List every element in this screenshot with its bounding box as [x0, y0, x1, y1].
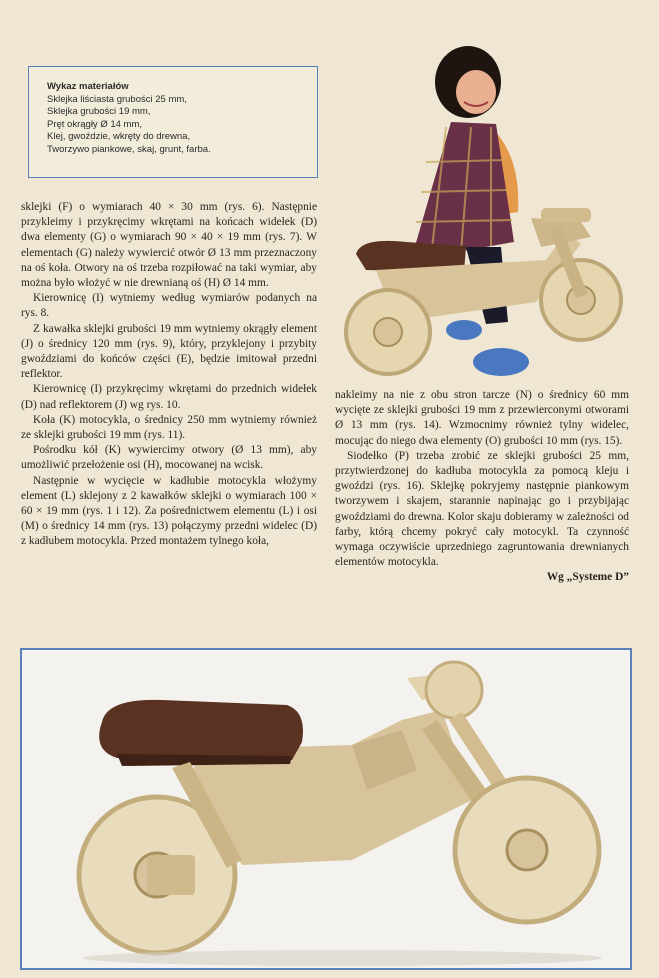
photo-child-on-motorcycle [336, 32, 632, 382]
paragraph: Następnie w wycięcie w kadłubie motocykla włożymy element (L) sklejony z 2 kawałków sklejki o wymiarach 100 × 60 × 19 mm (rys. 1 i 12). Za pośrednictwem elementu (L) i osi (M) o średnicy 14 mm (rys. 13) połączymy przedni widelec (D) z kadłubem motocykla. Przed montażem tylnego koła, [21, 474, 317, 548]
paragraph: Siodełko (P) trzeba zrobić ze sklejki grubości 25 mm, przytwierdzonej do kadłuba motocykla za pomocą kleju i gwoździ (rys. 16). Sklejkę pokryjemy następnie piankowym tworzywem i skajem, starannie napinając go i przybijając gwoździami do drewna. Kolor skaju dobieramy w zależności od farby, którą chcemy pokryć cały motocykl. Ta czynność wymaga oczywiście uprzedniego zagruntowania drewnianych elementów motocykla. [335, 449, 629, 569]
paragraph: nakleimy na nie z obu stron tarcze (N) o średnicy 60 mm wycięte ze sklejki grubości 19 mm z przewierconymi otworami Ø 13 mm (rys. 14). Wzmocnimy również tylny widelec, mocując do niego dwa elementy (O) grubości 10 mm (rys. 15). [335, 389, 629, 447]
materials-item: Sklejka grubości 19 mm, [47, 106, 151, 118]
paragraph: Koła (K) motocykla, o średnicy 250 mm wytniemy również ze sklejki grubości 19 mm (rys. 11). [21, 413, 317, 442]
signature: Wg „Systeme D” [546, 571, 629, 584]
materials-title: Wykaz materiałów [47, 81, 129, 92]
paragraph: Kierownicę (I) przykręcimy wkrętami do przednich widełek (D) nad reflektorem (J) wg rys. 10. [21, 383, 317, 411]
paragraph: Pośrodku kół (K) wywiercimy otwory (Ø 13 mm), aby umożliwić przełożenie osi (H), mocowanej na wcisk. [21, 444, 317, 472]
materials-box [28, 66, 318, 178]
text-column-left [21, 200, 317, 550]
text-column-right [335, 388, 629, 586]
materials-item: Tworzywo piankowe, skaj, grunt, farba. [47, 143, 211, 155]
materials-item: Sklejka liściasta grubości 25 mm, [47, 93, 187, 105]
paragraph: Kierownicę (I) wytniemy według wymiarów podanych na rys. 8. [21, 292, 317, 320]
materials-item: Pręt okrągły Ø 14 mm, [47, 118, 143, 130]
paragraph: Z kawałka sklejki grubości 19 mm wytniemy okrągły element (J) o średnicy 120 mm (rys. 9), który, przyklejony i przybity gwoździami do końców części (E), będzie imitował przedni reflektor. [21, 322, 317, 381]
photo-wooden-motorcycle [20, 648, 632, 970]
paragraph: sklejki (F) o wymiarach 40 × 30 mm (rys. 6). Następnie przykleimy i przykręcimy wkrętami na końcach widełek (D) dwa elementy (G) o wymiarach 90 × 40 × 19 mm (rys. 7). W elementach (G) należy wywiercić otwór Ø 13 mm przeznaczony na oś koła. Otwory na oś trzeba rozpiłować na taki wymiar, aby można było włożyć w nie drewnianą oś (H) Ø 14 mm. [21, 201, 317, 290]
materials-item: Klej, gwoździe, wkręty do drewna, [47, 131, 191, 143]
